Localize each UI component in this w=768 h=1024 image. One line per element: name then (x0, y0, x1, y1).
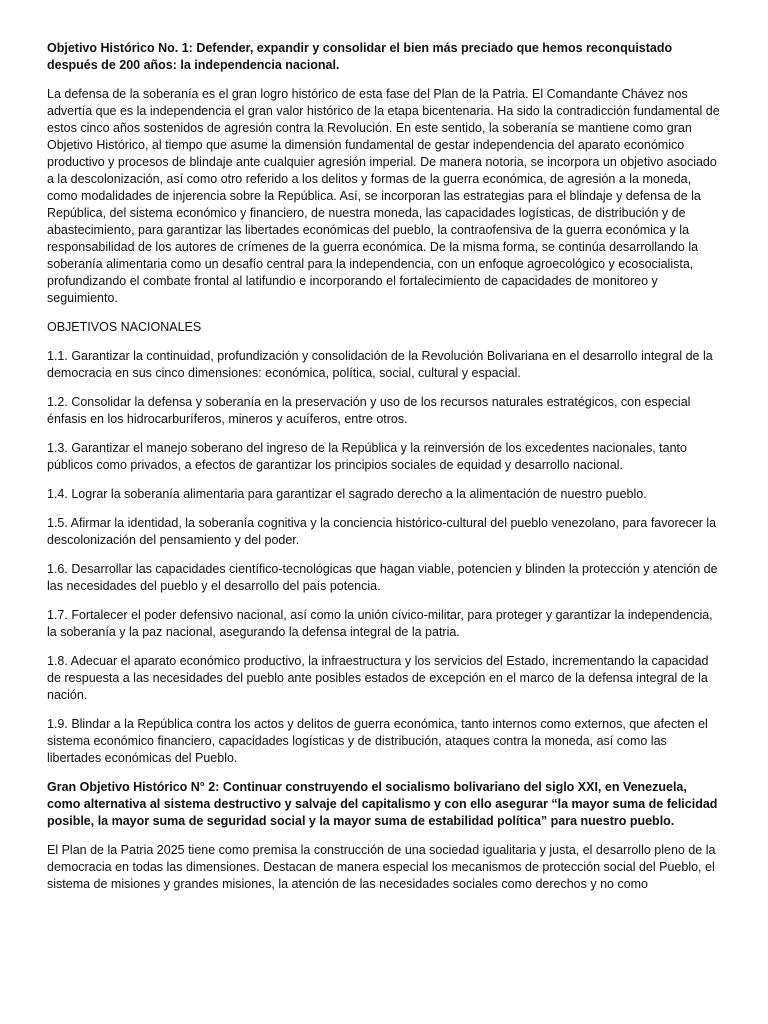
document-page (47, 40, 723, 905)
national-objectives-heading: OBJETIVOS NACIONALES (47, 320, 202, 334)
objective-1-body: La defensa de la soberanía es el gran logro histórico de esta fase del Plan de la Patria. El Comandante Chávez nos advertía que es la independencia el gran valor histórico de la etapa bicentenaria. Ha sido la contradicción fundamental de estos cinco años sostenidos de agresión contra la Revolución. En este sentido, la soberanía se mantiene como gran Objetivo Histórico, al tiempo que asume la dimensión fundamental de gestar independencia del aparato económico productivo y procesos de blindaje ante cualquier agresión imperial. De manera notoria, se incorpora un objetivo asociado a la descolonización, así como otro referido a los delitos y formas de la guerra económica, de agresión a la moneda, como modalidades de injerencia sobre la República. Así, se incorporan las estrategias para el blindaje y defensa de la República, del sistema económico y financiero, de nuestra moneda, las capacidades logísticas, de distribución y de abastecimiento, para garantizar las libertades económicas del pueblo, la contraofensiva de la guerra económica y la responsabilidad de los autores de crímenes de la guerra económica. De la misma forma, se continúa desarrollando la soberanía alimentaria como un desafío central para la independencia, con un enfoque agroecológico y ecosocialista, profundizando el combate frontal al latifundio e incorporando el fortalecimiento de capacidades de monitoreo y seguimiento. (47, 87, 720, 305)
national-objective-1-2: 1.2. Consolidar la defensa y soberanía en la preservación y uso de los recursos naturales estratégicos, con especial énfasis en los hidrocarburíferos, mineros y acuíferos, entre otros. (47, 395, 691, 426)
national-objective-1-5: 1.5. Afirmar la identidad, la soberanía cognitiva y la conciencia histórico-cultural del pueblo venezolano, para favorecer la descolonización del pensamiento y del poder. (47, 516, 717, 547)
objective-2-body: El Plan de la Patria 2025 tiene como premisa la construcción de una sociedad igualitaria y justa, el desarrollo pleno de la democracia en todas las dimensiones. Destacan de manera especial los mecanismos de protección social del Pueblo, el sistema de misiones y grandes misiones, la atención de las necesidades sociales como derechos y no como (47, 843, 716, 891)
objective-1-heading: Objetivo Histórico No. 1: Defender, expandir y consolidar el bien más preciado que hemos reconquistado después de 200 años: la independencia nacional. (47, 41, 673, 72)
national-objective-1-6: 1.6. Desarrollar las capacidades científico-tecnológicas que hagan viable, potencien y blinden la protección y atención de las necesidades del pueblo y el desarrollo del país potencia. (47, 562, 718, 593)
national-objective-1-3: 1.3. Garantizar el manejo soberano del ingreso de la República y la reinversión de los excedentes nacionales, tanto públicos como privados, a efectos de garantizar los principios sociales de equidad y desarrollo nacional. (47, 441, 687, 472)
national-objective-1-1: 1.1. Garantizar la continuidad, profundización y consolidación de la Revolución Bolivariana en el desarrollo integral de la democracia en sus cinco dimensiones: económica, política, social, cultural y espacial. (47, 349, 713, 380)
national-objective-1-4: 1.4. Lograr la soberanía alimentaria para garantizar el sagrado derecho a la alimentación de nuestro pueblo. (47, 487, 647, 501)
national-objective-1-7: 1.7. Fortalecer el poder defensivo nacional, así como la unión cívico-militar, para proteger y garantizar la independencia, la soberanía y la paz nacional, asegurando la defensa integral de la patria. (47, 608, 713, 639)
national-objective-1-8: 1.8. Adecuar el aparato económico productivo, la infraestructura y los servicios del Estado, incrementando la capacidad de respuesta a las necesidades del pueblo ante posibles estados de excepción en el marco de la defensa integral de la nación. (47, 654, 709, 702)
objective-2-heading: Gran Objetivo Histórico N° 2: Continuar construyendo el socialismo bolivariano del siglo XXI, en Venezuela, como alternativa al sistema destructivo y salvaje del capitalismo y con ello asegurar “la mayor suma de felicidad posible, la mayor suma de seguridad social y la mayor suma de estabilidad política” para nuestro pueblo. (47, 780, 718, 828)
national-objective-1-9: 1.9. Blindar a la República contra los actos y delitos de guerra económica, tanto internos como externos, que afecten el sistema económico financiero, capacidades logísticas y de distribución, ataques contra la moneda, así como las libertades económicas del Pueblo. (47, 717, 708, 765)
